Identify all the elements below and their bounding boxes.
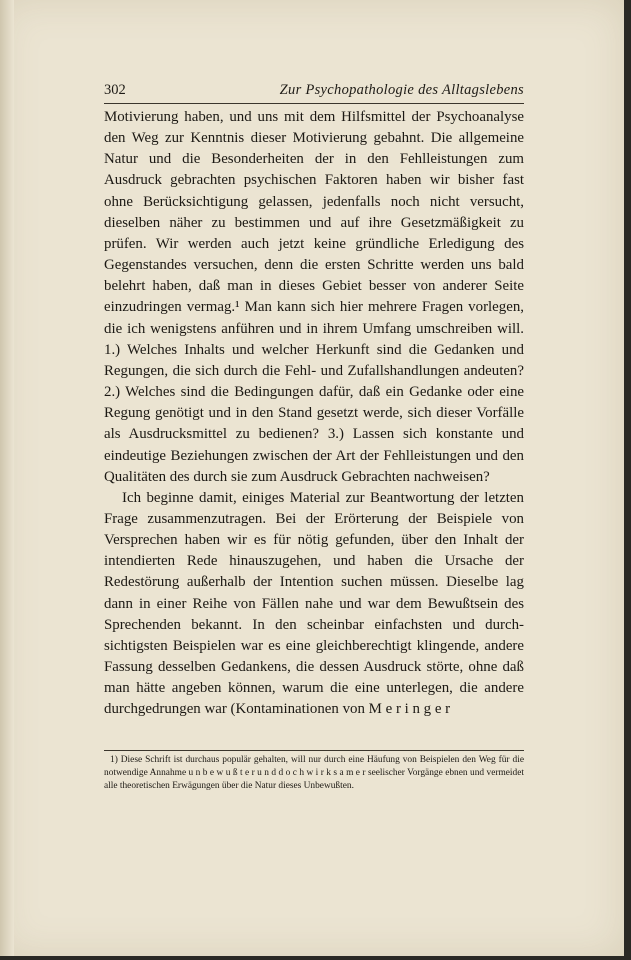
running-title: Zur Psychopathologie des Alltagslebens	[279, 82, 524, 98]
main-text	[104, 107, 524, 721]
paragraph-1: Motivierung haben, und uns mit dem Hilfsmittel der Psychoanalyse den Weg zur Kenntnis dieser Motivierung gebahnt. Die allgemeine Natur und die Besonderheiten der in den Fehlleistungen zum Ausdruck gebrachten psychischen Faktoren haben wir bisher fast ohne Berücksichtigung gelassen, jedenfalls noch nicht versucht, dieselben näher zu bestimmen und auf ihre Gesetzmäßigkeit zu prüfen. Wir werden auch jetzt keine gründliche Erledigung des Gegenstandes versuchen, denn die ersten Schritte werden uns bald belehrt haben, daß man in dieses Gebiet besser von anderer Seite einzudringen vermag.¹ Man kann sich hier mehrere Fragen vorlegen, die ich wenigstens anführen und in ihrem Umfang umschreiben will. 1.) Welches Inhalts und welcher Herkunft sind die Gedanken und Regungen, die sich durch die Fehl- und Zufallshandlungen andeuten? 2.) Welches sind die Bedingungen dafür, daß ein Gedanke oder eine Regung genötigt und in den Stand gesetzt werde, sich dieser Vorfälle als Ausdrucksmittel zu bedienen? 3.) Lassen sich konstante und eindeutige Beziehungen zwischen der Art der Fehlleistungen und den Qualitäten des durch sie zum Ausdruck Gebrachten nachweisen?	[104, 109, 524, 485]
page-gutter-shadow	[0, 0, 14, 956]
footnote-rule	[104, 750, 524, 751]
header-rule	[104, 103, 524, 104]
footnote: 1) Diese Schrift ist durchaus populär gehalten, will nur durch eine Häufung von Beispielen den Weg für die notwendige Annahme u n b e w u ß t e r u n d d o c h w i r k s a m e r seelischer Vorgänge ebnen und vermeidet alle theoretischen Erwägungen über die Natur dieses Unbewußten.	[104, 755, 524, 792]
page-header	[104, 82, 524, 104]
paragraph-2: Ich beginne damit, einiges Material zur Beantwortung der letzten Frage zusammenzutragen. Bei der Erörterung der Beispiele von Versprechen haben wir es für nötig gefunden, über den Inhalt der intendierten Rede hinauszugehen, und haben die Ursache der Redestörung außerhalb der Intention suchen müssen. Dieselbe lag dann in einer Reihe von Fällen nahe und war dem Bewußtsein des Sprechenden bekannt. In den scheinbar einfachsten und durchsichtigsten Beispielen war es eine gleichberechtigt klingende, andere Fassung desselben Gedankens, die dessen Ausdruck störte, ohne daß man hätte angeben können, warum die eine unterlegen, die andere durchgedrungen war (Kontaminationen von M e r i n g e r	[104, 489, 524, 718]
page-number: 302	[104, 82, 126, 98]
